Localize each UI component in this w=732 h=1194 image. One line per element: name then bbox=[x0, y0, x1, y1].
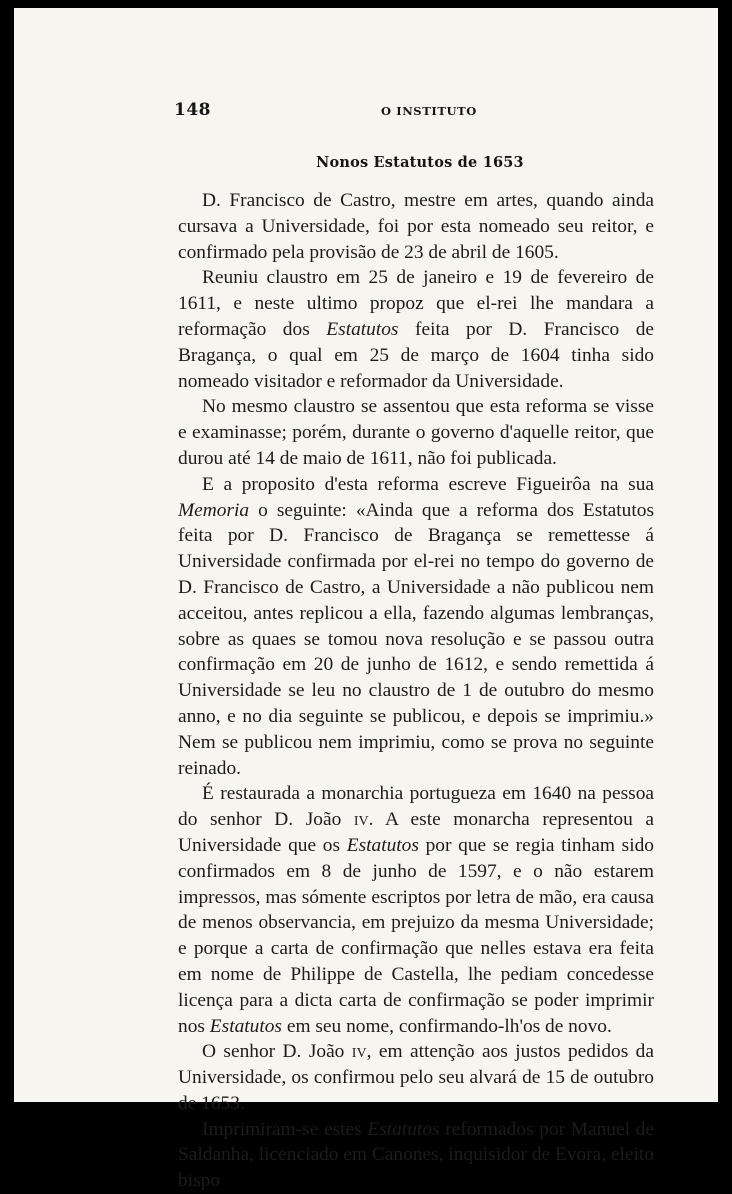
paragraph-6-text-a: O senhor D. João bbox=[202, 1041, 352, 1063]
paragraph-7-text-b: reformados por Manuel de Saldanha, licenciado em Canones, inquisidor de Evora, eleito bispo bbox=[178, 1118, 655, 1192]
paragraph-2-text-b: feita por D. Francisco de Bragança, o qual em 25 de março de 1604 tinha sido nomeado visitador e reformador da Universidade. bbox=[178, 318, 655, 392]
paragraph-5-text-c: por que se regia tinham sido confirmados em 8 de junho de 1597, e o não estarem impressos, mas sómente escriptos por letra de mão, era causa de menos observancia, em prejuizo da mesma Universidade; e porque a carta de confirmação que nelles estava era feita em nome de Philippe de Castella, lhe pediam concedesse licença para a dicta carta de confirmação se poder imprimir nos bbox=[178, 834, 655, 1037]
book-page bbox=[14, 8, 718, 1192]
paragraph-2 bbox=[178, 265, 654, 394]
paragraph-6-roman-numeral: iv bbox=[351, 1041, 367, 1063]
paragraph-6-text-b: , em attenção aos justos pedidos da Universidade, os confirmou pelo seu alvará de 15 de outubro de 1653. bbox=[178, 1041, 654, 1114]
paragraph-7-italic-estatutos: Estatutos bbox=[367, 1118, 440, 1140]
running-title: O INSTITUTO bbox=[381, 104, 477, 118]
paragraph-5-text-a: É restaurada a monarchia portugueza em 1640 na pessoa do senhor D. João bbox=[178, 783, 654, 831]
paragraph-5-text-d: em seu nome, confirmando-lh'os de novo. bbox=[281, 1015, 612, 1037]
paragraph-4-text-b: o seguinte: «Ainda que a reforma dos Estatutos feita por D. Francisco de Bragança se remettesse á Universidade confirmada por el-rei no tempo do governo de D. Francisco de Castro, a Universidade a não publicou nem acceitou, antes replicou a ella, fazendo algumas lembranças, sobre as quaes se tomou nova resolução e se passou outra confirmação em 20 de junho de 1612, e sendo remettida á Universidade se leu no claustro de 1 de outubro do mesmo anno, e no dia seguinte se publicou, e depois se imprimiu.» Nem se publicou nem imprimiu, como se prova no seguinte reinado. bbox=[178, 499, 654, 779]
section-title: Nonos Estatutos de 1653 bbox=[316, 154, 524, 171]
paragraph-5-roman-numeral: iv bbox=[353, 809, 369, 831]
paragraph-4-italic-memoria: Memoria bbox=[178, 499, 250, 521]
paragraph-3-text: No mesmo claustro se assentou que esta reforma se visse e examinasse; porém, durante o governo d'aquelle reitor, que durou até 14 de maio de 1611, não foi publicada. bbox=[178, 396, 654, 469]
paragraph-5 bbox=[178, 781, 654, 1039]
page-header bbox=[174, 100, 666, 124]
paragraph-1-text: D. Francisco de Castro, mestre em artes, quando ainda cursava a Universidade, foi por esta nomeado seu reitor, e confirmado pela provisão de 23 de abril de 1605. bbox=[178, 190, 654, 263]
paragraph-7 bbox=[178, 1117, 654, 1194]
paragraph-4 bbox=[178, 472, 654, 782]
page-number: 148 bbox=[174, 100, 211, 120]
paragraph-7-text-a: Imprimiram-se estes bbox=[202, 1118, 368, 1140]
paragraph-1 bbox=[178, 188, 654, 265]
paragraph-5-italic-estatutos-2: Estatutos bbox=[209, 1015, 282, 1037]
paragraph-6 bbox=[178, 1039, 654, 1116]
paragraph-2-text-a: Reuniu claustro em 25 de janeiro e 19 de fevereiro de 1611, e neste ultimo propoz que el-rei lhe mandara a reformação dos bbox=[178, 267, 654, 340]
paragraph-4-text-a: E a proposito d'esta reforma escreve Figueirôa na sua bbox=[202, 473, 654, 495]
paragraph-3 bbox=[178, 394, 654, 471]
paragraph-2-italic-estatutos: Estatutos bbox=[326, 318, 399, 340]
paragraph-5-text-b: . A este monarcha representou a Universidade que os bbox=[178, 809, 654, 856]
body-text bbox=[178, 188, 654, 1194]
paragraph-5-italic-estatutos: Estatutos bbox=[346, 834, 419, 856]
